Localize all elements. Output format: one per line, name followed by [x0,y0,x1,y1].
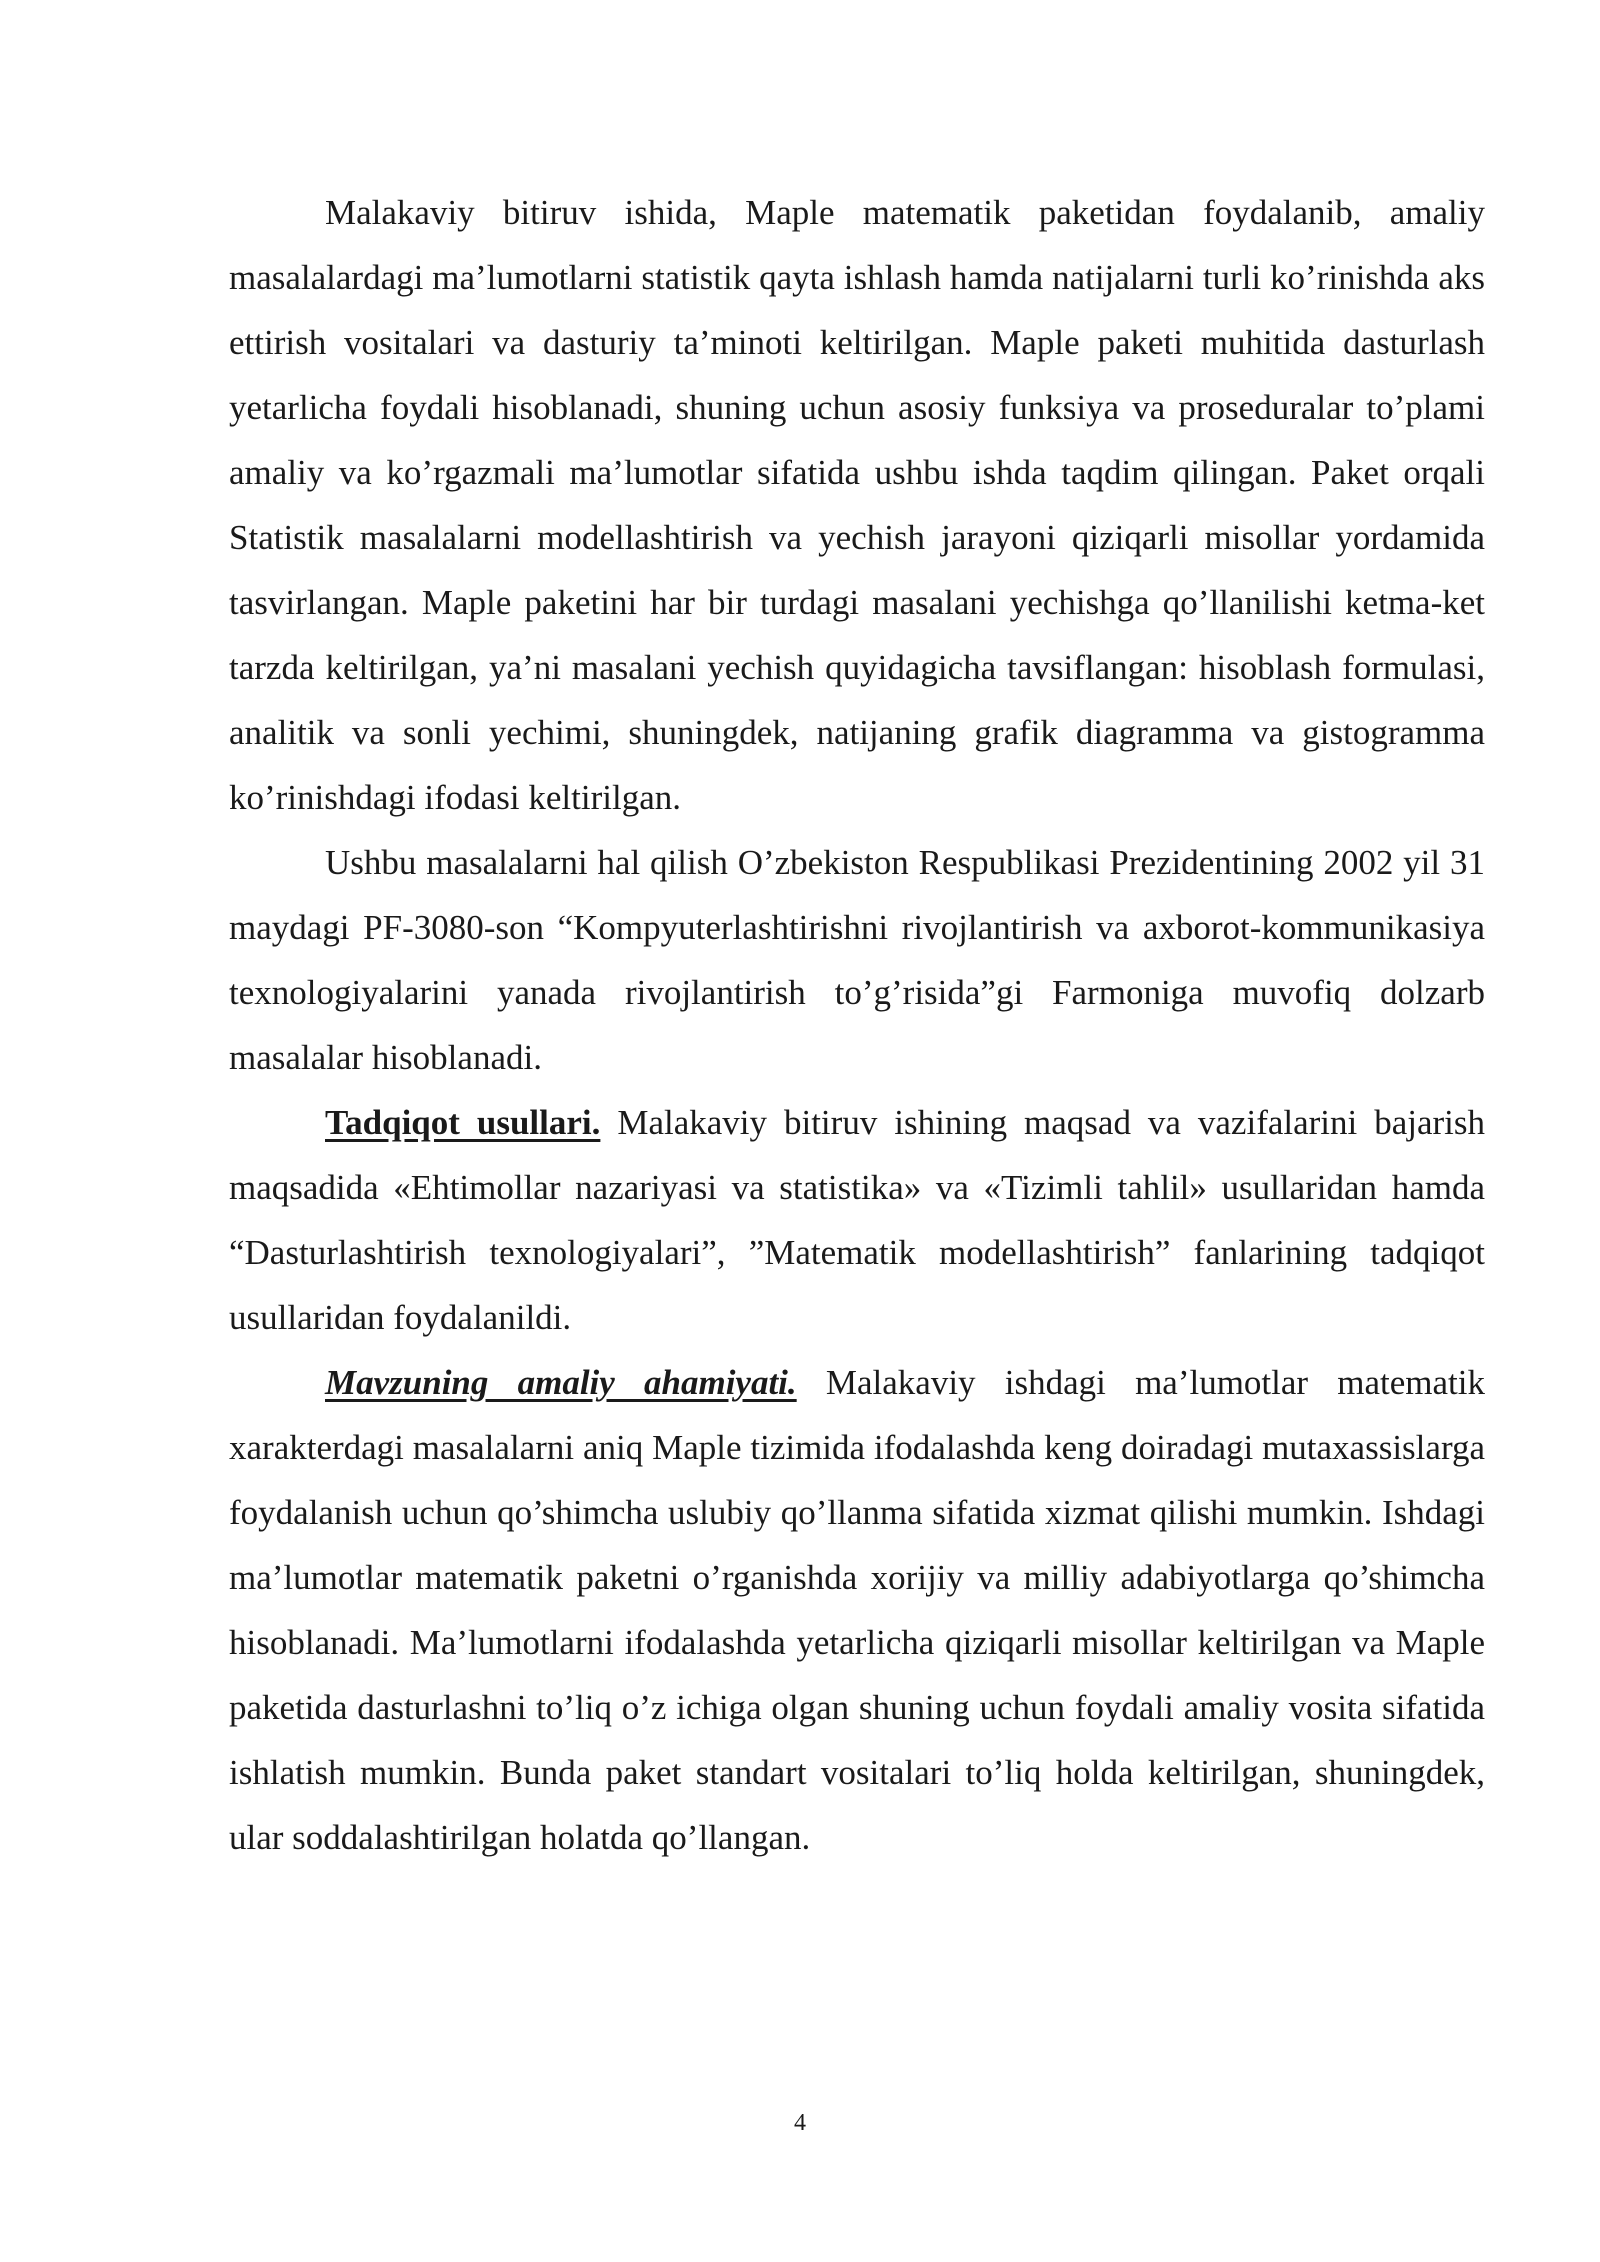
paragraph-research-methods [229,1090,1485,1350]
research-methods-text: Malakaviy bitiruv ishining maqsad va vazifalarini bajarish maqsadida «Ehtimollar nazariyasi va statistika» va «Tizimli tahlil» usullaridan hamda “Dasturlashtirish texnologiyalari”, ”Matematik modellashtirish” fanlarining tadqiqot usullaridan foydalanildi. [229,1103,1485,1337]
practical-significance-text: Malakaviy ishdagi ma’lumotlar matematik xarakterdagi masalalarni aniq Maple tizimida ifodalashda keng doiradagi mutaxassislarga foydalanish uchun qo’shimcha uslubiy qo’llanma sifatida xizmat qilishi mumkin. Ishdagi ma’lumotlar matematik paketni o’rganishda xorijiy va milliy adabiyotlarga qo’shimcha hisoblanadi. Ma’lumotlarni ifodalashda yetarlicha qiziqarli misollar keltirilgan va Maple paketida dasturlashni to’liq o’z ichiga olgan shuning uchun foydali amaliy vosita sifatida ishlatish mumkin. Bunda paket standart vositalari to’liq holda keltirilgan, shuningdek, ular soddalashtirilgan holatda qo’llangan. [229,1363,1485,1857]
paragraph-relevance [229,830,1485,1090]
paragraph-practical-significance [229,1350,1485,1870]
document-body [229,180,1485,1870]
paragraph-intro [229,180,1485,830]
paragraph-intro-text: Malakaviy bitiruv ishida, Maple matematik paketidan foydalanib, amaliy masalalardagi ma’lumotlarni statistik qayta ishlash hamda natijalarni turli ko’rinishda aks ettirish vositalari va dasturiy ta’minoti keltirilgan. Maple paketi muhitida dasturlash yetarlicha foydali hisoblanadi, shuning uchun asosiy funksiya va proseduralar to’plami amaliy va ko’rgazmali ma’lumotlar sifatida ushbu ishda taqdim qilingan. Paket orqali Statistik masalalarni modellashtirish va yechish jarayoni qiziqarli misollar yordamida tasvirlangan. Maple paketini har bir turdagi masalani yechishga qo’llanilishi ketma-ket tarzda keltirilgan, ya’ni masalani yechish quyidagicha tavsiflangan: hisoblash formulasi, analitik va sonli yechimi, shuningdek, natijaning grafik diagramma va gistogramma ko’rinishdagi ifodasi keltirilgan. [229,193,1485,817]
research-methods-heading: Tadqiqot usullari. [325,1103,601,1142]
practical-significance-heading: Mavzuning amaliy ahamiyati. [325,1363,797,1402]
page-number: 4 [794,2110,806,2136]
paragraph-relevance-text: Ushbu masalalarni hal qilish O’zbekiston Respublikasi Prezidentining 2002 yil 31 maydagi PF-3080-son “Kompyuterlashtirishni rivojlantirish va axborot-kommunikasiya texnologiyalarini yanada rivojlantirish to’g’risida”gi Farmoniga muvofiq dolzarb masalalar hisoblanadi. [229,843,1485,1077]
